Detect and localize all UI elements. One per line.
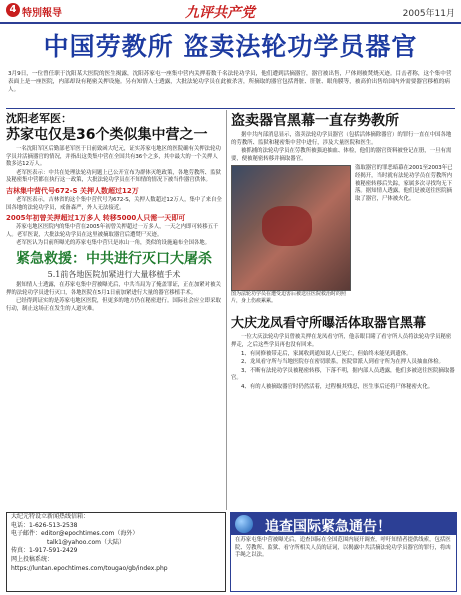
- photo-caption: 图为法轮功学员在遭受迫害后被送往医院救治时的照片，身上伤痕累累。: [231, 291, 347, 305]
- issue-date: 2005年11月: [402, 9, 455, 19]
- left-paragraph-2: 老军医表示：中共在处理法轮功问题上已公开宣布为群体灭绝政策，各地劳教所、监狱及秘密集中营都在执行这一政策，大批法轮功学员在不知情的情况下被当作器官供体。: [6, 169, 221, 184]
- left-subheading-1: 吉林集中营代号672-S 关押人数超过12万: [6, 186, 139, 195]
- contact-box: [6, 512, 226, 592]
- contact-fax: 传真：1-917-591-2429: [11, 547, 78, 555]
- section-label: 特別報导: [22, 8, 62, 19]
- appeal-box: [230, 512, 457, 592]
- left-paragraph-3: 老军医表示，吉林省的这个集中营代号为672-S，关押人数超过12万人，集中了来自全国各地的法轮功学员，戒备森严，外人无法接近。: [6, 196, 222, 211]
- contact-url[interactable]: https://luntan.epochtimes.com/tougao/gb/index.php: [11, 564, 168, 572]
- contact-web-label: 网上投稿系统：: [11, 555, 54, 563]
- left-paragraph-4: 苏家屯地区医院内的集中营在2005年初曾关押超过一万多人，一天之内即可转移五千人。老军医说，大批法轮功学员在这里被摘取器官后遭焚尸灭迹。: [6, 224, 219, 238]
- page-number-badge: 4: [6, 3, 20, 17]
- appeal-text: 在苏家屯集中营被曝光后，追查国际在全国范围内展开调查，呼吁知情者提供线索，包括医院、劳教所、监狱、看守所相关人员的证词，以揭露中共活摘法轮功学员器官的罪行，将凶手绳之以法。: [235, 537, 451, 559]
- contact-title: 大纪元特设立新闻热线信箱：: [11, 513, 90, 520]
- globe-icon: [235, 515, 253, 533]
- emergency-title: 紧急救援：中共进行灭口大屠杀: [16, 250, 212, 267]
- right-title: 盗卖器官黑幕一直存势教所: [231, 113, 399, 129]
- publication-title: 九评共产党: [185, 5, 255, 21]
- emergency-subtitle: 5.1前各地医院加紧进行大量移植手术: [47, 269, 181, 279]
- left-paragraph-7: 已经得到证实的是苏家屯地区医院，但更多的地方仍在秘密进行。国际社会应立即采取行动，制止这场正在发生的人道灾难。: [6, 298, 221, 312]
- side-paragraph: 盗取器官的罪恶暗幕在2001至2003年已经揭开，当时就有法轮功学员在劳教所内被秘密转移后失踪，家属多次寻找均无下落。据知情人透露，他们是被送往医院摘取了器官，尸体被火化。: [355, 165, 453, 202]
- right-list-1: 1、有同修被带走后，家属收到通知说人已死亡，但始终未能见到遗体。: [241, 350, 412, 357]
- left-title: 苏家屯仅是36个类似集中营之一: [6, 127, 208, 143]
- right-paragraph-3: 一位大庆法轮功学员曾被关押在龙凤看守所，他亲眼目睹了看守所人员将法轮功学员秘密押走，之后这些学员再也没有回来。: [231, 334, 452, 348]
- appeal-header: [231, 513, 456, 535]
- victim-photo: [231, 165, 351, 291]
- left-paragraph-5: 老军医认为目前所曝光的苏家屯集中营只是冰山一角，类似的设施遍布全国各地。: [16, 240, 211, 247]
- photo-block: [231, 165, 455, 313]
- intro-paragraph: 3月9日，一位曾任职于沈阳某大医院的医生揭露，沈阳苏家屯一座集中营内关押着数千名法轮功学员，他们遭到活摘器官，器官被出售，尸体则被焚烧灭迹。目击者称，这个集中营表面上是一座医院，内部却设有秘密关押设施。另有知情人士透露，大批法轮功学员在此被杀害，所摘取的器官包括肾脏、肝脏、眼角膜等，被高价出售给国内外需要器官移植的病人。: [8, 71, 452, 93]
- contact-email[interactable]: 电子邮件：editor@epochtimes.com（海外）: [11, 530, 139, 538]
- page-header: [0, 0, 461, 24]
- right-paragraph-2: 被抓捕的法轮功学员在劳教所被强迫抽血、体检，他们的器官资料被登记在册，一旦有需要，便被秘密转移并摘取器官。: [231, 148, 452, 162]
- photo-detail: [262, 206, 312, 246]
- right-column: [231, 112, 455, 393]
- right-list-2: 2、龙凤看守所与当地医院存在密切联系，医院常派人到看守所为在押人员抽血体检。: [241, 359, 444, 366]
- left-subheading-2: 2005年初曾关押超过1万多人 转移5000人只需一天即可: [6, 214, 186, 223]
- divider-horizontal: [6, 108, 455, 109]
- contact-email-2[interactable]: talk1@yahoo.com（大陆）: [47, 538, 125, 546]
- main-headline: 中国劳教所 盗卖法轮功学员器官: [43, 32, 418, 61]
- left-kicker: 沈阳老军医：: [6, 112, 72, 125]
- right-paragraph-1: 据中共内部消息显示，盗卖法轮功学员器官（包括活体摘除器官）的罪行一直在中国各地的劳教所、监狱和秘密集中营中进行，涉及大量医院和医生。: [231, 132, 452, 146]
- contact-phone: 电话：1-626-513-2538: [11, 521, 78, 529]
- left-column: [6, 112, 222, 314]
- left-paragraph-1: 一名沈阳军区后勤部老军医于日前致函大纪元，证实苏家屯地区的医院确有关押法轮功学员并活摘器官的情况，并指出这类集中营在全国共有36个之多，其中最大的一个关押人数多达12万人。: [6, 146, 221, 168]
- right-list-4: 4、有的人被摘取器官时仍然活着，过程极其残忍，医生事后还将尸体秘密火化。: [241, 383, 434, 390]
- divider-vertical: [226, 110, 227, 510]
- left-paragraph-6: 据知情人士透露，在苏家屯集中营被曝光后，中共当局为了掩盖罪证，正在加紧对被关押的法轮功学员进行灭口，各地医院在5月1日前加紧进行大量的器官移植手术。: [6, 281, 221, 296]
- right-subtitle: 大庆龙凤看守所曝活体取器官黑幕: [231, 316, 427, 332]
- right-list-3: 3、不断有法轮功学员被秘密转移，下落不明，据内部人员透露，他们多被送往医院摘取器官。: [231, 367, 455, 382]
- appeal-title: 追查国际紧急通告！: [265, 519, 391, 535]
